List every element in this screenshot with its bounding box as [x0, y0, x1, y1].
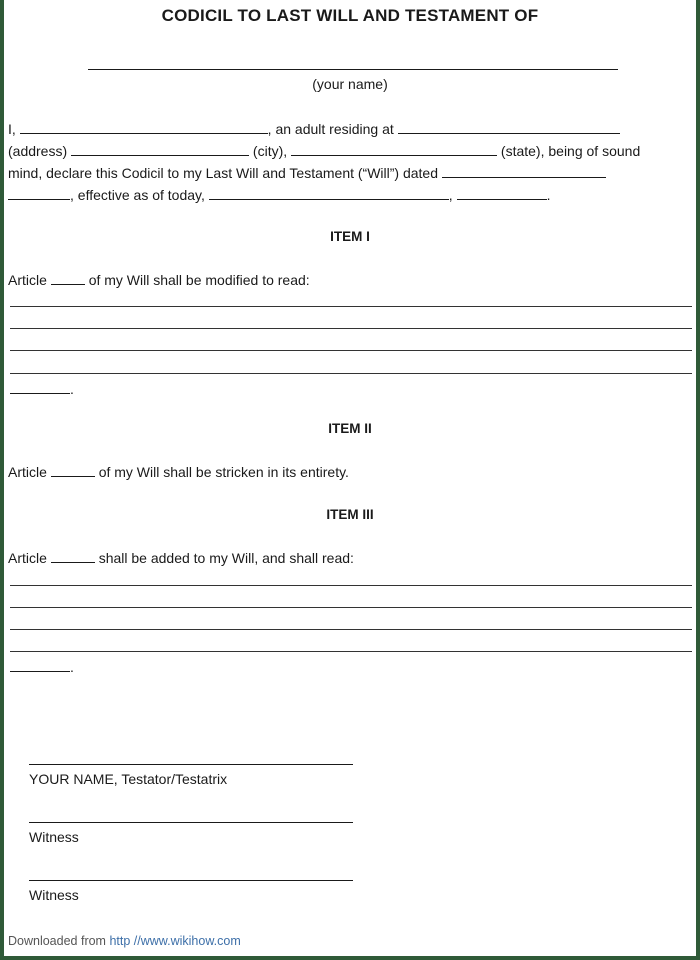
- address-blank: [71, 142, 249, 156]
- item-1-closing-line: [10, 380, 74, 397]
- item-3-text-line: [10, 585, 692, 586]
- item-1-text-line: [10, 306, 692, 307]
- item-1-article-line: [8, 271, 692, 288]
- comma-separator: ,: [448, 187, 453, 203]
- item-2-article-number-blank: [51, 463, 95, 477]
- item-2-article-line: [8, 463, 692, 480]
- witness-2-signature-label: Witness: [29, 887, 79, 903]
- item-1-article-label: Article: [8, 272, 47, 288]
- intro-line-3: [8, 164, 692, 181]
- intro-line-2: [8, 142, 692, 159]
- declarant-name-blank: [20, 120, 268, 134]
- intro-i-label: I,: [8, 121, 16, 137]
- item-3-period: .: [70, 659, 74, 675]
- witness-1-signature-line: [29, 822, 353, 823]
- effective-year-blank: [457, 186, 547, 200]
- item-1-text-line: [10, 328, 692, 329]
- will-date-blank: [442, 164, 606, 178]
- residence-blank: [398, 120, 620, 134]
- testator-signature-label: YOUR NAME, Testator/Testatrix: [29, 771, 228, 787]
- effective-label: , effective as of today,: [70, 187, 205, 203]
- item-2-article-label: Article: [8, 464, 47, 480]
- item-3-heading: ITEM III: [326, 507, 374, 522]
- item-1-closing-blank: [10, 380, 70, 394]
- intro-line-4: [8, 186, 692, 203]
- item-1-article-text: of my Will shall be modified to read:: [88, 272, 310, 288]
- intro-line-1: [8, 120, 692, 137]
- address-label: (address): [8, 143, 68, 159]
- item-3-text-line: [10, 629, 692, 630]
- declaration-text: mind, declare this Codicil to my Last Will and Testament (“Will”) dated: [8, 165, 439, 181]
- item-3-closing-line: [10, 658, 74, 675]
- document-title: CODICIL TO LAST WILL AND TESTAMENT OF: [161, 6, 539, 25]
- item-3-article-line: [8, 549, 692, 566]
- item-3-article-text: shall be added to my Will, and shall read:: [98, 550, 354, 566]
- city-blank: [291, 142, 497, 156]
- source-prefix: Downloaded from: [8, 934, 106, 948]
- will-year-blank: [8, 186, 70, 200]
- effective-date-blank: [209, 186, 449, 200]
- item-3-closing-blank: [10, 658, 70, 672]
- item-3-article-label: Article: [8, 550, 47, 566]
- item-1-period: .: [70, 381, 74, 397]
- item-1-text-line: [10, 373, 692, 374]
- residing-label: , an adult residing at: [267, 121, 394, 137]
- item-1-text-line: [10, 350, 692, 351]
- witness-1-signature-label: Witness: [29, 829, 79, 845]
- item-3-text-line: [10, 607, 692, 608]
- city-label: (city),: [252, 143, 288, 159]
- testator-name-line: [88, 69, 618, 70]
- your-name-caption: (your name): [312, 76, 388, 92]
- state-label: (state), being of sound: [500, 143, 641, 159]
- item-3-article-number-blank: [51, 549, 95, 563]
- item-1-heading: ITEM I: [330, 229, 370, 244]
- item-2-heading: ITEM II: [328, 421, 372, 436]
- intro-period: .: [546, 187, 551, 203]
- item-1-article-number-blank: [51, 271, 85, 285]
- item-3-text-line: [10, 651, 692, 652]
- source-footer: [8, 934, 241, 948]
- testator-signature-line: [29, 764, 353, 765]
- source-link[interactable]: http //www.wikihow.com: [109, 934, 241, 948]
- item-2-article-text: of my Will shall be stricken in its entirety.: [98, 464, 349, 480]
- witness-2-signature-line: [29, 880, 353, 881]
